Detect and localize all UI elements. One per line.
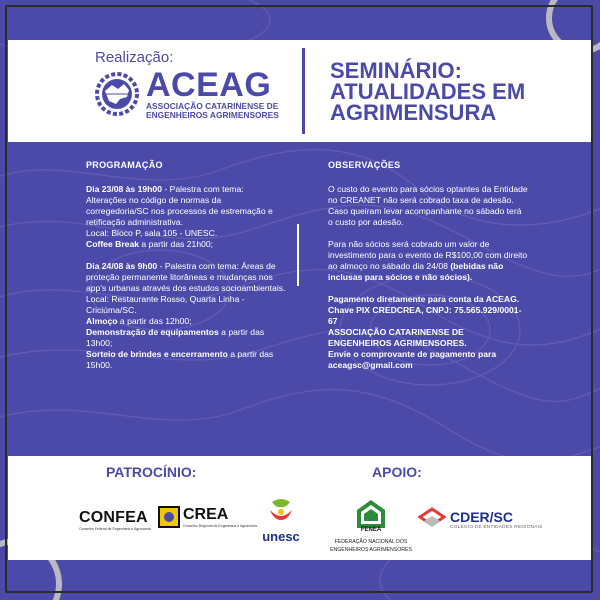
day1-text: - Palestra com tema: Alterações no código de normas da corregedoria/SC nos processos de estremação e retificação administrativa. <box>86 184 273 227</box>
obs-para1: O custo do evento para sócios optantes da Entidade no CREANET não será cobrado taxa de adesão. Caso queiram levar acompanhante no sábado terá o custo por adesão. <box>328 184 528 227</box>
day2-text: - Palestra com tema: Áreas de proteção permanente litorâneas e mudanças nos app's urbanas através dos estudos socioambientais. <box>86 261 286 293</box>
aceag-name: ACEAG <box>146 66 272 104</box>
day2-date: Dia 24/08 às 9h00 <box>86 261 158 271</box>
demonstracao: Demonstração de equipamentos <box>86 327 219 337</box>
sorteio-time: a partir das 15h00. <box>86 349 274 370</box>
aceag-sub-line2: ENGENHEIROS AGRIMENSORES <box>146 110 279 120</box>
payment-line1: Pagamento diretamente para conta da ACEAG. <box>328 294 520 304</box>
poster-frame <box>5 5 593 593</box>
payment-account-name: ASSOCIAÇÃO CATARINENSE DE ENGENHEIROS AGRIMENSORES. <box>328 327 467 348</box>
realizacao-label: Realização: <box>95 49 174 66</box>
apoio-label: APOIO: <box>372 464 422 480</box>
sorteio: Sorteio de brindes e encerramento <box>86 349 228 359</box>
payment-pix: Chave PIX CREDCREA, CNPJ: 75.565.929/0001-67 <box>328 305 522 326</box>
obs-para2-bold: (bebidas não inclusas para sócios e não sócios). <box>328 261 504 282</box>
confea-name: CONFEA <box>79 509 148 526</box>
aceag-sub-line1: ASSOCIAÇÃO CATARINENSE DE <box>146 101 279 111</box>
day1-local: Local: Bloco P, sala 105 - UNESC. <box>86 228 218 238</box>
payment-email: Envie o comprovante de pagamento para aceagsc@gmail.com <box>328 349 497 370</box>
title-line3: AGRIMENSURA <box>330 100 497 125</box>
cder-name: CDER/SC <box>450 508 514 525</box>
confea-sub: Conselho Federal de Engenharia e Agronomia <box>79 527 151 531</box>
almoco: Almoço <box>86 316 118 326</box>
almoco-time: a partir das 12h00; <box>117 316 192 326</box>
coffee-time: a partir das 21h00; <box>139 239 214 249</box>
obs-para2-text: Para não sócios será cobrado um valor de investimento para o evento de R$100,00 com direito ao almoço no sábado dia 24/08 <box>328 239 528 271</box>
title-line2: ATUALIDADES EM <box>330 79 526 104</box>
coffee-break: Coffee Break <box>86 239 140 249</box>
day2-local: Local: Restaurante Rosso, Quarta Linha - Criciúma/SC. <box>86 294 245 315</box>
fenea-sub-line2: ENGENHEIROS AGRIMENSORES <box>330 547 412 553</box>
crea-sub: Conselho Regional de Engenharia e Agronomia <box>183 524 257 528</box>
observacoes-title: OBSERVAÇÕES <box>328 160 401 170</box>
cder-sub: COLÉGIO DE ENTIDADES REGIONAIS <box>450 524 543 530</box>
day1-date: Dia 23/08 às 19h00 <box>86 184 162 194</box>
title-line1: SEMINÁRIO: <box>330 58 462 83</box>
programacao-title: PROGRAMAÇÃO <box>86 160 163 170</box>
demonstracao-time: a partir das 13h00; <box>86 327 265 348</box>
fenea-sub-line1: FEDERAÇÃO NACIONAL DOS <box>334 539 408 545</box>
unesc-name: unesc <box>262 529 300 544</box>
crea-name: CREA <box>183 506 229 523</box>
fenea-mark-text: FENEA <box>360 527 382 532</box>
patrocinio-label: PATROCÍNIO: <box>106 464 197 480</box>
